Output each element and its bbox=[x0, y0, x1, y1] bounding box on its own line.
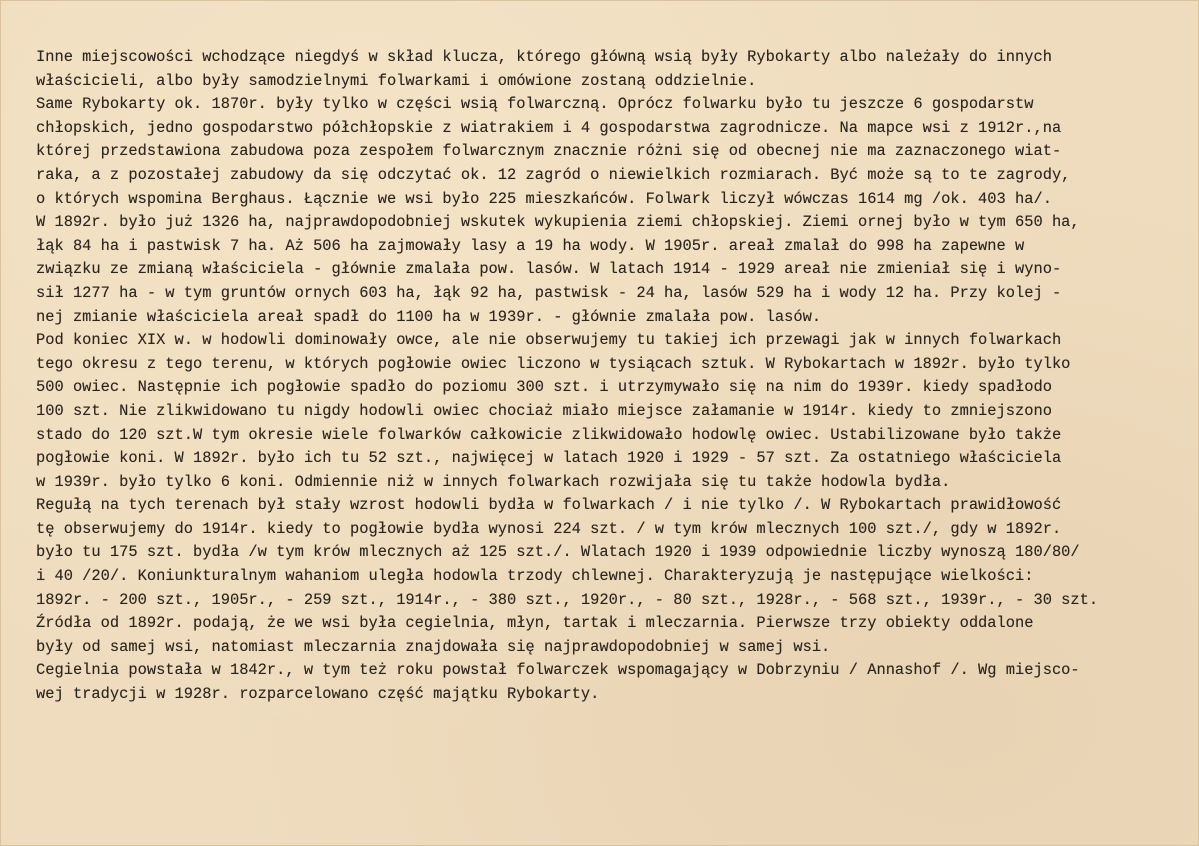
text-line: Źródła od 1892r. podają, że we wsi była cegielnia, młyn, tartak i mleczarnia. Pierwsze trzy obiekty oddalone bbox=[36, 614, 1034, 633]
text-line: Regułą na tych terenach był stały wzrost hodowli bydła w folwarkach / i nie tylko /. W Rybokartach prawidłowość bbox=[36, 496, 1062, 515]
text-line: o których wspomina Berghaus. Łącznie we wsi było 225 mieszkańców. Folwark liczył wówczas 1614 mg /ok. 403 ha/. bbox=[36, 189, 1052, 208]
text-line: związku ze zmianą właściciela - głównie zmalała pow. lasów. W latach 1914 - 1929 areał nie zmieniał się i wyno- bbox=[36, 260, 1062, 279]
text-line: stado do 120 szt.W tym okresie wiele folwarków całkowicie zlikwidowało hodowlę owiec. Ustabilizowane było także bbox=[36, 425, 1062, 444]
text-line: tę obserwujemy do 1914r. kiedy to pogłowie bydła wynosi 224 szt. / w tym krów mlecznych 100 szt./, gdy w 1892r. bbox=[36, 519, 1062, 538]
text-line: Same Rybokarty ok. 1870r. były tylko w części wsią folwarczną. Oprócz folwarku było tu jeszcze 6 gospodarstw bbox=[36, 95, 1034, 114]
text-line: pogłowie koni. W 1892r. było ich tu 52 szt., najwięcej w latach 1920 i 1929 - 57 szt. Za ostatniego właściciela bbox=[36, 449, 1062, 468]
text-line: której przedstawiona zabudowa poza zespołem folwarcznym znacznie różni się od obecnej nie ma zaznaczonego wiat- bbox=[36, 142, 1062, 161]
text-line: w 1939r. było tylko 6 koni. Odmiennie niż w innych folwarkach rozwijała się tu także hodowla bydła. bbox=[36, 472, 951, 491]
text-line: właścicieli, albo były samodzielnymi folwarkami i omówione zostaną oddzielnie. bbox=[36, 71, 757, 90]
text-line: chłopskich, jedno gospodarstwo półchłopskie z wiatrakiem i 4 gospodarstwa zagrodnicze. Na mapce wsi z 1912r.,na bbox=[36, 118, 1062, 137]
text-line: tego okresu z tego terenu, w których pogłowie owiec liczono w tysiącach sztuk. W Rybokartach w 1892r. było tylko bbox=[36, 354, 1071, 373]
text-line: W 1892r. było już 1326 ha, najprawdopodobniej wskutek wykupienia ziemi chłopskiej. Ziemi ornej było w tym 650 ha, bbox=[36, 213, 1080, 232]
text-line: były od samej wsi, natomiast mleczarnia znajdowała się najprawdopodobniej w samej wsi. bbox=[36, 637, 831, 656]
text-line: 1892r. - 200 szt., 1905r., - 259 szt., 1914r., - 380 szt., 1920r., - 80 szt., 1928r., - 568 szt., 1939r., - 30 szt. bbox=[36, 590, 1099, 609]
text-line: Cegielnia powstała w 1842r., w tym też roku powstał folwarczek wspomagający w Dobrzyniu / Annashof /. Wg miejsco- bbox=[36, 661, 1080, 680]
text-line: 500 owiec. Następnie ich pogłowie spadło do poziomu 300 szt. i utrzymywało się na nim do 1939r. kiedy spadłodo bbox=[36, 378, 1052, 397]
text-line: Inne miejscowości wchodzące niegdyś w skład klucza, którego główną wsią były Rybokarty albo należały do innych bbox=[36, 48, 1052, 66]
document-text-block bbox=[36, 46, 1196, 707]
text-line: 100 szt. Nie zlikwidowano tu nigdy hodowli owiec chociaż miało miejsce załamanie w 1914r. kiedy to zmniejszono bbox=[36, 401, 1052, 420]
text-line: było tu 175 szt. bydła /w tym krów mlecznych aż 125 szt./. Wlatach 1920 i 1939 odpowiednie liczby wynoszą 180/80/ bbox=[36, 543, 1080, 562]
text-line: łąk 84 ha i pastwisk 7 ha. Aż 506 ha zajmowały lasy a 19 ha wody. W 1905r. areał zmalał do 998 ha zapewne w bbox=[36, 236, 1025, 255]
text-line: i 40 /20/. Koniunkturalnym wahaniom uległa hodowla trzody chlewnej. Charakteryzują je następujące wielkości: bbox=[36, 567, 1034, 586]
text-line: nej zmianie właściciela areał spadł do 1100 ha w 1939r. - głównie zmalała pow. lasów. bbox=[36, 307, 822, 326]
text-line: raka, a z pozostałej zabudowy da się odczytać ok. 12 zagród o niewielkich rozmiarach. Być może są to te zagrody, bbox=[36, 165, 1071, 184]
text-line: Pod koniec XIX w. w hodowli dominowały owce, ale nie obserwujemy tu takiej ich przewagi jak w innych folwarkach bbox=[36, 331, 1062, 350]
text-line: wej tradycji w 1928r. rozparcelowano część majątku Rybokarty. bbox=[36, 685, 600, 704]
text-line: sił 1277 ha - w tym gruntów ornych 603 ha, łąk 92 ha, pastwisk - 24 ha, lasów 529 ha i wody 12 ha. Przy kolej - bbox=[36, 283, 1062, 302]
